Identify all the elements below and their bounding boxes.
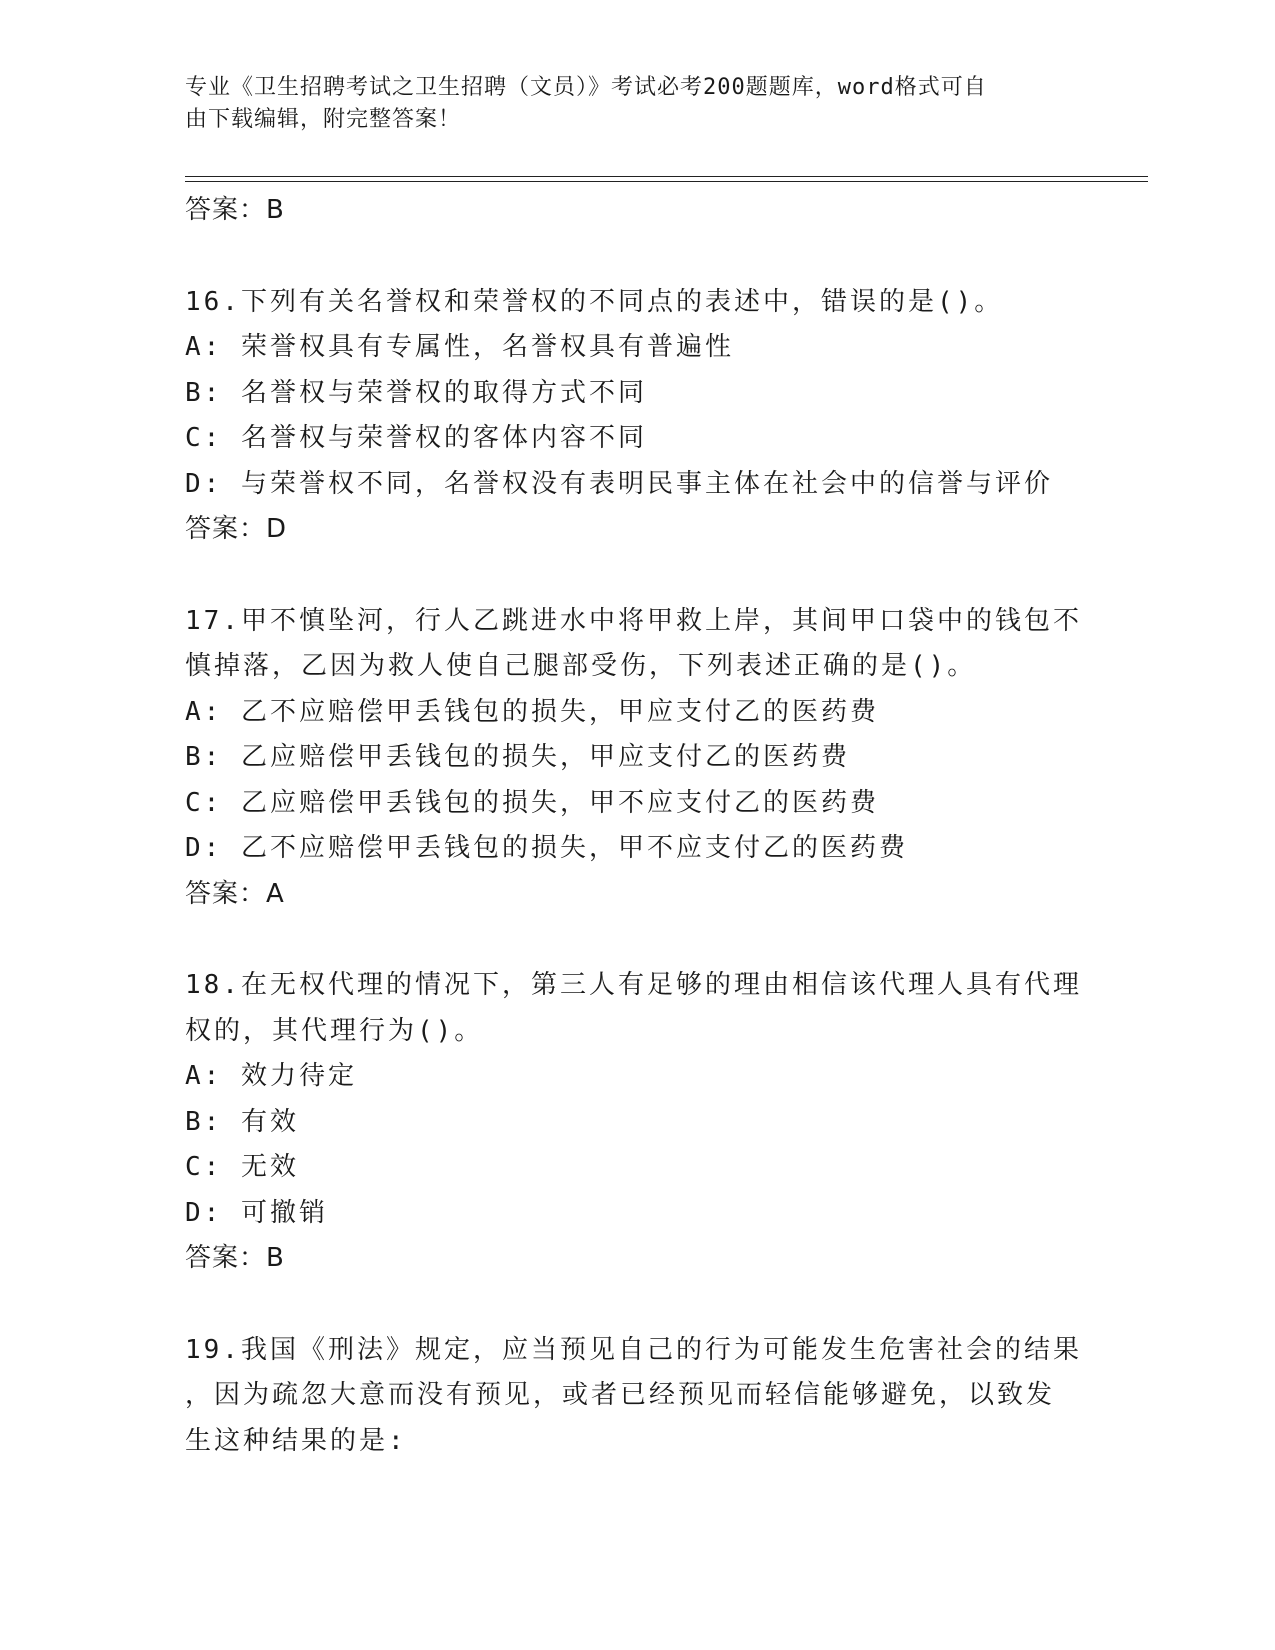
question-stem: 生这种结果的是:	[185, 1425, 407, 1456]
document-body	[185, 188, 1085, 1464]
option-b: B: 名誉权与荣誉权的取得方式不同	[185, 377, 647, 408]
question-stem: 17.甲不慎坠河，行人乙跳进水中将甲救上岸，其间甲口袋中的钱包不	[185, 605, 1082, 636]
question-stem: 19.我国《刑法》规定，应当预见自己的行为可能发生危害社会的结果	[185, 1334, 1082, 1365]
document-header	[185, 72, 1045, 136]
question-stem: 18.在无权代理的情况下，第三人有足够的理由相信该代理人具有代理	[185, 970, 1082, 1000]
option-c: C: 乙应赔偿甲丢钱包的损失，甲不应支付乙的医药费	[185, 787, 879, 818]
option-d: D: 与荣誉权不同，名誉权没有表明民事主体在社会中的信誉与评价	[185, 468, 1053, 499]
header-line-2: 由下载编辑，附完整答案！	[185, 107, 462, 132]
spacer	[185, 553, 1085, 599]
option-a: A: 效力待定	[185, 1061, 357, 1091]
header-line-1: 专业《卫生招聘考试之卫生招聘（文员）》考试必考200题题库，word格式可自	[185, 75, 987, 100]
option-c: C: 名誉权与荣誉权的客体内容不同	[185, 423, 647, 453]
question-stem: ，因为疏忽大意而没有预见，或者已经预见而轻信能够避免，以致发	[185, 1380, 1056, 1410]
answer-line: 答案：B	[185, 1243, 285, 1273]
option-c: C: 无效	[185, 1152, 299, 1182]
option-a: A: 荣誉权具有专属性，名誉权具有普遍性	[185, 332, 734, 362]
option-b: B: 有效	[185, 1106, 299, 1137]
question-19	[185, 1328, 1085, 1465]
question-17	[185, 599, 1085, 918]
spacer	[185, 1282, 1085, 1328]
question-18	[185, 963, 1085, 1282]
question-stem: 16.下列有关名誉权和荣誉权的不同点的表述中，错误的是()。	[185, 286, 1004, 317]
option-a: A: 乙不应赔偿甲丢钱包的损失，甲应支付乙的医药费	[185, 696, 879, 727]
option-d: D: 乙不应赔偿甲丢钱包的损失，甲不应支付乙的医药费	[185, 833, 908, 863]
question-stem: 权的，其代理行为()。	[185, 1015, 484, 1046]
option-d: D: 可撤销	[185, 1197, 328, 1228]
header-divider-top	[185, 176, 1148, 177]
question-stem: 慎掉落，乙因为救人使自己腿部受伤，下列表述正确的是()。	[185, 651, 977, 681]
question-16	[185, 280, 1085, 553]
answer-line: 答案：A	[185, 878, 285, 909]
option-b: B: 乙应赔偿甲丢钱包的损失，甲应支付乙的医药费	[185, 742, 850, 772]
header-divider-bottom	[185, 181, 1148, 182]
answer-line: 答案：D	[185, 514, 288, 544]
spacer	[185, 917, 1085, 963]
answer-line: 答案：B	[185, 195, 285, 225]
spacer	[185, 234, 1085, 280]
